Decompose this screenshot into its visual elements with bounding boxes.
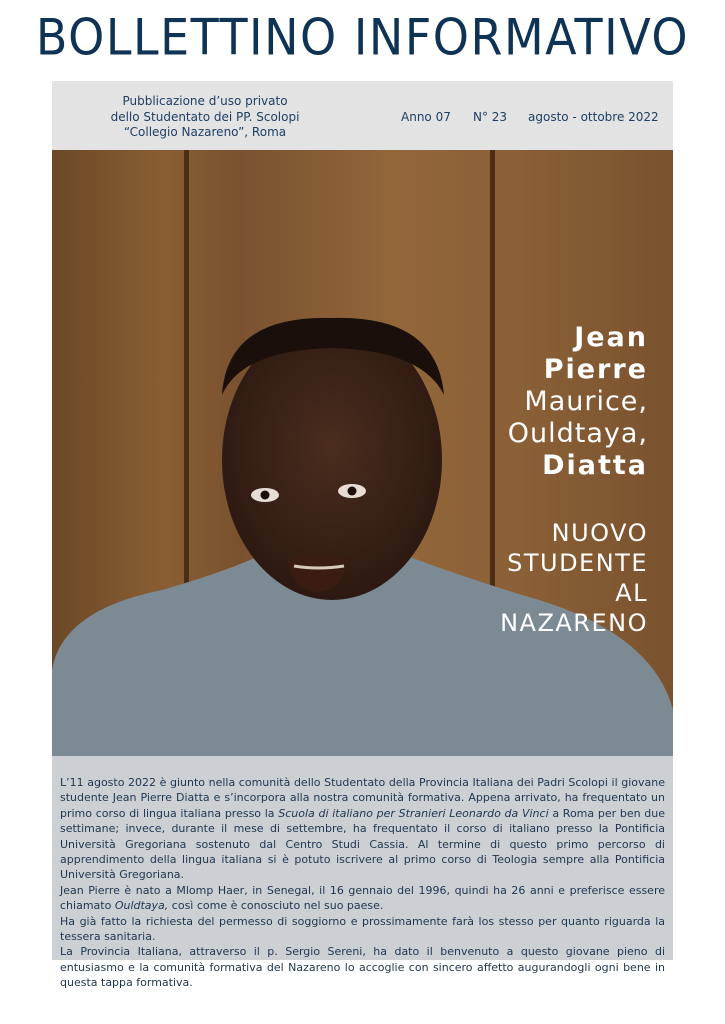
subtitle-line: STUDENTE — [507, 549, 648, 577]
issue-year: Anno 07 — [401, 110, 451, 124]
issue-period: agosto - ottobre 2022 — [528, 110, 659, 124]
issue-number: N° 23 — [473, 110, 508, 124]
publication-line: “Collegio Nazareno”, Roma — [123, 125, 287, 139]
name-line: Jean — [574, 322, 648, 353]
name-line: Diatta — [542, 450, 648, 481]
article-paragraph: L’11 agosto 2022 è giunto nella comunità dello Studentato della Provincia Italiana dei Padri Scolopi il giovane studente Jean Pierre Diatta e s’incorpora alla nostra comunità formativa. Appena arrivato, ha frequentato un primo corso di lingua italiana presso la Scuola di italiano per Stranieri Leonardo da Vinci a Roma per ben due settimane; invece, durante il mese di settembre, ha frequentato il corso di italiano presso la Pontificia Università Gregoriana sostenuto dal Centro Studi Cassia. Al termine di questo primo percorso di apprendimento della lingua italiana si è potuto iscrivere al primo corso di Teologia sempre alla Pontificia Università Gregoriana. — [60, 776, 665, 882]
cover-photo — [52, 150, 673, 756]
name-line: Pierre — [543, 354, 648, 385]
info-bar — [52, 81, 673, 150]
subtitle-line: NUOVO — [551, 519, 648, 547]
name-line: Ouldtaya, — [507, 418, 648, 449]
article-paragraph: Ha già fatto la richiesta del permesso di soggiorno e prossimamente farà los stesso per quanto riguarda la tessera sanitaria. — [60, 914, 665, 944]
subtitle-line: NAZARENO — [500, 609, 648, 637]
article-box — [52, 756, 673, 990]
subtitle-line: AL — [615, 579, 648, 607]
article-paragraph: La Provincia Italiana, attraverso il p. Sergio Sereni, ha dato il benvenuto a questo giovane pieno di entusiasmo e la comunità formativa del Nazareno lo accoglie con sincero affetto augurandogli ogni bene in questa tappa formativa. — [60, 945, 665, 990]
article-paragraph: Jean Pierre è nato a Mlomp Haer, in Senegal, il 16 gennaio del 1996, quindi ha 26 anni e preferisce essere chiamato Ouldtaya, così come è conosciuto nel suo paese. — [60, 883, 665, 913]
cover-name — [508, 322, 648, 482]
publication-info — [100, 94, 310, 141]
name-line: Maurice, — [524, 386, 648, 417]
publication-line: dello Studentato dei PP. Scolopi — [110, 109, 300, 124]
masthead-title: BOLLETTINO INFORMATIVO — [35, 7, 690, 67]
cover-subtitle — [500, 518, 648, 638]
publication-line: Pubblicazione d’uso privato — [122, 94, 288, 108]
